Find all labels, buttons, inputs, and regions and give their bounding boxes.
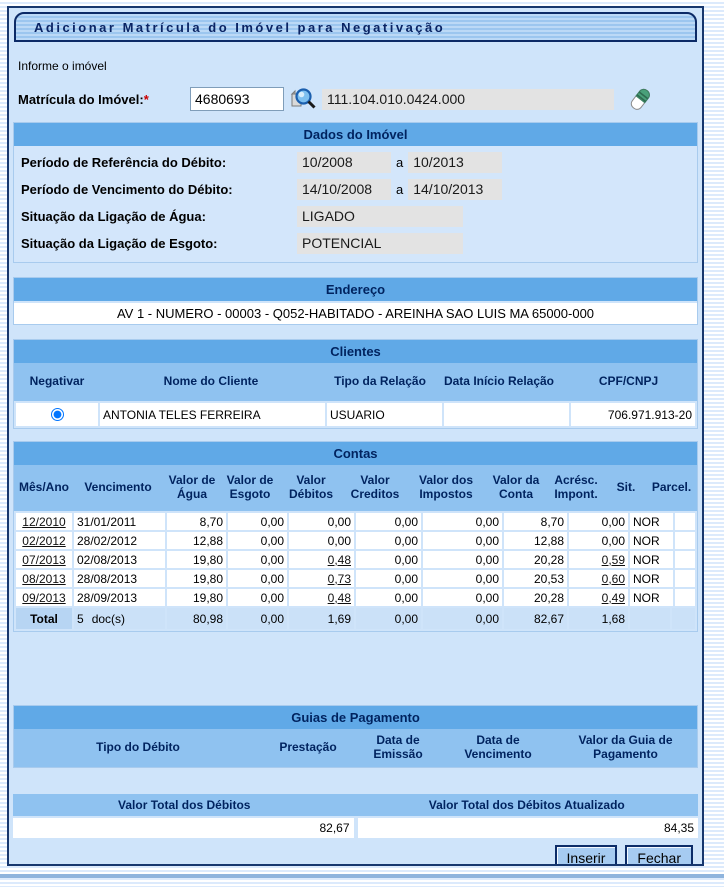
total-conta: 82,67	[504, 608, 567, 629]
valor-impostos-cell: 0,00	[423, 589, 502, 606]
col-acresc-impont: Acrésc. Impont.	[554, 473, 598, 501]
valor-debitos-link[interactable]: 0,48	[327, 590, 351, 605]
matricula-label: Matrícula do Imóvel:*	[18, 91, 149, 107]
situacao-agua-row	[14, 203, 697, 230]
vencimento-de-field: 14/10/2008	[297, 179, 391, 200]
valor-esgoto-cell: 0,00	[228, 589, 287, 606]
search-icon[interactable]	[290, 86, 316, 112]
valor-total-debitos-label: Valor Total dos Débitos	[118, 798, 251, 812]
col-parcel: Parcel.	[651, 480, 692, 495]
valor-conta-cell: 12,88	[504, 532, 567, 549]
vencimento-cell: 28/02/2012	[74, 532, 165, 549]
valor-esgoto-cell: 0,00	[228, 532, 287, 549]
valor-impostos-cell: 0,00	[423, 570, 502, 587]
guias-header: Guias de Pagamento	[14, 706, 697, 729]
col-mes-ano: Mês/Ano	[18, 480, 69, 495]
acresc-cell: 0,00	[569, 532, 628, 549]
section-contas	[13, 441, 698, 632]
bottom-frame-line	[0, 874, 724, 878]
sit-cell: NOR	[630, 532, 673, 549]
valor-esgoto-cell: 0,00	[228, 570, 287, 587]
col-vencimento: Vencimento	[84, 480, 152, 495]
col-valor-creditos: Valor Creditos	[350, 473, 400, 501]
valor-creditos-cell: 0,00	[356, 513, 421, 530]
page-title: Adicionar Matrícula do Imóvel para Negativação	[34, 19, 446, 35]
acresc-link[interactable]: 0,60	[601, 571, 625, 586]
col-cpf-cnpj: CPF/CNPJ	[598, 374, 659, 389]
total-docs: 5 doc(s)	[74, 608, 165, 629]
situacao-esgoto-label: Situação da Ligação de Esgoto:	[21, 236, 218, 251]
total-agua: 80,98	[167, 608, 226, 629]
situacao-esgoto-field: POTENCIAL	[297, 233, 463, 254]
col-data-vencimento: Data de Vencimento	[464, 733, 532, 761]
col-data-inicio: Data Início Relação	[443, 374, 555, 389]
valor-agua-cell: 19,80	[167, 551, 226, 568]
col-valor-debitos: Valor Débitos	[288, 473, 333, 501]
eraser-icon[interactable]	[627, 85, 654, 114]
vencimento-cell: 28/08/2013	[74, 570, 165, 587]
required-marker: *	[143, 91, 149, 107]
valor-conta-cell: 8,70	[504, 513, 567, 530]
total-parcel-empty	[672, 608, 695, 629]
matricula-row	[18, 86, 702, 112]
valor-impostos-cell: 0,00	[423, 551, 502, 568]
valor-esgoto-cell: 0,00	[228, 513, 287, 530]
endereco-header: Endereço	[14, 278, 697, 301]
total-debitos: 1,69	[289, 608, 354, 629]
valor-total-debitos-value: 82,67	[13, 818, 354, 838]
mes-ano-link[interactable]: 07/2013	[22, 552, 66, 567]
col-prestacao: Prestação	[279, 740, 337, 755]
conta-row	[14, 532, 697, 549]
total-impostos: 0,00	[423, 608, 502, 629]
col-sit: Sit.	[616, 480, 636, 495]
sit-cell: NOR	[630, 551, 673, 568]
parcel-cell	[675, 532, 695, 549]
sit-cell: NOR	[630, 513, 673, 530]
vencimento-sep: a	[396, 182, 404, 197]
total-creditos: 0,00	[356, 608, 421, 629]
acresc-cell: 0,00	[569, 513, 628, 530]
situacao-agua-field: LIGADO	[297, 206, 463, 227]
cliente-tipo-cell: USUARIO	[327, 403, 442, 426]
window-title-bar	[14, 12, 697, 42]
section-guias	[13, 705, 698, 768]
total-esgoto: 0,00	[228, 608, 287, 629]
col-tipo-debito: Tipo do Débito	[96, 740, 180, 755]
valor-debitos-cell: 0,00	[289, 513, 354, 530]
valor-creditos-cell: 0,00	[356, 589, 421, 606]
referencia-de-field: 10/2008	[297, 152, 391, 173]
col-valor-esgoto: Valor de Esgoto	[226, 473, 274, 501]
section-clientes	[13, 339, 698, 429]
fechar-button[interactable]: Fechar	[625, 845, 693, 866]
col-negativar: Negativar	[29, 374, 85, 389]
col-valor-impostos: Valor dos Impostos	[418, 473, 474, 501]
mes-ano-link[interactable]: 08/2013	[22, 571, 66, 586]
sit-cell: NOR	[630, 589, 673, 606]
endereco-value: AV 1 - NUMERO - 00003 - Q052-HABITADO - AREINHA SAO LUIS MA 65000-000	[14, 303, 697, 324]
mes-ano-link[interactable]: 12/2010	[22, 514, 66, 529]
referencia-label: Período de Referência do Débito:	[21, 155, 227, 170]
valor-agua-cell: 19,80	[167, 570, 226, 587]
valor-impostos-cell: 0,00	[423, 513, 502, 530]
button-row	[9, 845, 693, 866]
parcel-cell	[675, 589, 695, 606]
main-window	[7, 6, 704, 866]
contas-column-headers	[14, 465, 697, 511]
inserir-button[interactable]: Inserir	[555, 845, 618, 866]
valor-creditos-cell: 0,00	[356, 551, 421, 568]
valor-agua-cell: 19,80	[167, 589, 226, 606]
guias-column-headers	[14, 729, 697, 767]
situacao-agua-label: Situação da Ligação de Água:	[21, 209, 206, 224]
section-dados-imovel	[13, 122, 698, 263]
parcel-cell	[675, 551, 695, 568]
mes-ano-link[interactable]: 02/2012	[22, 533, 66, 548]
clientes-column-headers	[14, 363, 697, 401]
col-data-emissao: Data de Emissão	[373, 733, 423, 761]
referencia-row	[14, 149, 697, 176]
valor-impostos-cell: 0,00	[423, 532, 502, 549]
contas-header: Contas	[14, 442, 697, 465]
valor-total-atualizado-value: 84,35	[358, 818, 699, 838]
col-nome-cliente: Nome do Cliente	[163, 374, 259, 389]
valor-conta-cell: 20,53	[504, 570, 567, 587]
informe-label: Informe o imóvel	[18, 59, 107, 73]
valor-total-section	[13, 794, 698, 838]
acresc-link[interactable]: 0,49	[601, 590, 625, 605]
vencimento-cell: 31/01/2011	[74, 513, 165, 530]
sit-cell: NOR	[630, 570, 673, 587]
vencimento-ate-field: 14/10/2013	[408, 179, 502, 200]
valor-debitos-link[interactable]: 0,73	[327, 571, 351, 586]
contas-total-row	[14, 608, 697, 629]
valor-total-atualizado-label: Valor Total dos Débitos Atualizado	[428, 798, 625, 812]
col-valor-conta: Valor da Conta	[492, 473, 540, 501]
col-tipo-relacao: Tipo da Relação	[334, 374, 426, 389]
total-label: Total	[16, 608, 72, 629]
clientes-header: Clientes	[14, 340, 697, 363]
parcel-cell	[675, 570, 695, 587]
negativar-radio[interactable]	[51, 408, 64, 421]
col-valor-agua: Valor de Água	[168, 473, 216, 501]
valor-agua-cell: 12,88	[167, 532, 226, 549]
vencimento-cell: 28/09/2013	[74, 589, 165, 606]
referencia-ate-field: 10/2013	[408, 152, 502, 173]
conta-row	[14, 570, 697, 587]
conta-row	[14, 551, 697, 568]
valor-agua-cell: 8,70	[167, 513, 226, 530]
dados-imovel-header: Dados do Imóvel	[14, 123, 697, 146]
parcel-cell	[675, 513, 695, 530]
valor-conta-cell: 20,28	[504, 589, 567, 606]
mes-ano-link[interactable]: 09/2013	[22, 590, 66, 605]
cliente-data-inicio-cell	[444, 403, 569, 426]
vencimento-cell: 02/08/2013	[74, 551, 165, 568]
total-sit-empty	[630, 608, 670, 629]
vencimento-row	[14, 176, 697, 203]
conta-row	[14, 589, 697, 606]
matricula-input[interactable]	[190, 87, 284, 111]
inscricao-field: 111.104.010.0424.000	[322, 89, 614, 110]
conta-row	[14, 513, 697, 530]
referencia-sep: a	[396, 155, 404, 170]
valor-debitos-link[interactable]: 0,48	[327, 552, 351, 567]
situacao-esgoto-row	[14, 230, 697, 257]
valor-debitos-cell: 0,00	[289, 532, 354, 549]
vencimento-label: Período de Vencimento do Débito:	[21, 182, 233, 197]
cliente-nome-cell: ANTONIA TELES FERREIRA	[100, 403, 325, 426]
cliente-row	[14, 403, 697, 426]
valor-creditos-cell: 0,00	[356, 532, 421, 549]
cliente-cpf-cell: 706.971.913-20	[571, 403, 695, 426]
valor-esgoto-cell: 0,00	[228, 551, 287, 568]
acresc-link[interactable]: 0,59	[601, 552, 625, 567]
valor-conta-cell: 20,28	[504, 551, 567, 568]
section-endereco	[13, 277, 698, 325]
total-acresc: 1,68	[569, 608, 628, 629]
col-valor-guia: Valor da Guia de Pagamento	[578, 733, 673, 761]
valor-creditos-cell: 0,00	[356, 570, 421, 587]
